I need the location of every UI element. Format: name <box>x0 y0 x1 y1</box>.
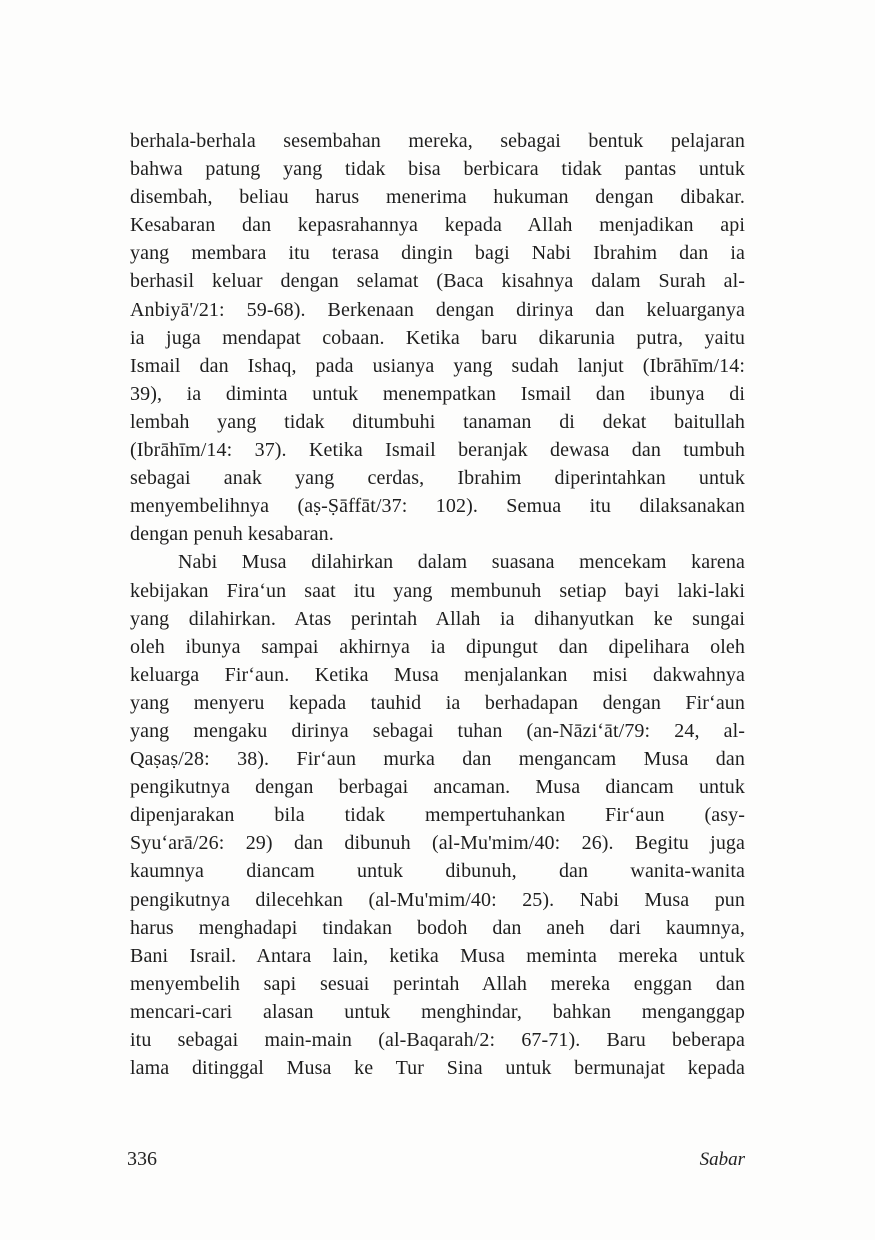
text-line: yang mengaku dirinya sebagai tuhan (an-Nāziʻāt/79: 24, al- <box>130 719 745 742</box>
text-line: Nabi Musa dilahirkan dalam suasana mencekam karena <box>178 551 745 574</box>
text-line: berhala-berhala sesembahan mereka, sebagai bentuk pelajaran <box>130 130 745 152</box>
text-line: disembah, beliau harus menerima hukuman dengan dibakar. <box>130 186 745 209</box>
text-line: yang dilahirkan. Atas perintah Allah ia dihanyutkan ke sungai <box>130 607 745 630</box>
page-number: 336 <box>127 1148 157 1170</box>
text-line: menyembelih sapi sesuai perintah Allah mereka enggan dan <box>130 972 745 995</box>
text-line: kebijakan Firaʻun saat itu yang membunuh setiap bayi laki-laki <box>130 579 745 602</box>
text-line: 39), ia diminta untuk menempatkan Ismail dan ibunya di <box>130 382 745 405</box>
text-line: Syuʻarā/26: 29) dan dibunuh (al-Mu'mim/40: 26). Begitu juga <box>130 832 745 855</box>
text-line: berhasil keluar dengan selamat (Baca kisahnya dalam Surah al- <box>130 270 745 293</box>
text-line: yang membara itu terasa dingin bagi Nabi Ibrahim dan ia <box>130 242 745 265</box>
text-line: Anbiyā'/21: 59-68). Berkenaan dengan dirinya dan keluarganya <box>130 298 745 321</box>
text-line: mencari-cari alasan untuk menghindar, bahkan menganggap <box>130 1000 745 1023</box>
text-line: yang menyeru kepada tauhid ia berhadapan dengan Firʻaun <box>130 691 745 714</box>
text-line: Kesabaran dan kepasrahannya kepada Allah menjadikan api <box>130 214 745 237</box>
text-line: Ismail dan Ishaq, pada usianya yang sudah lanjut (Ibrāhīm/14: <box>130 354 745 377</box>
running-title: Sabar <box>699 1149 745 1170</box>
text-line: (Ibrāhīm/14: 37). Ketika Ismail beranjak dewasa dan tumbuh <box>130 439 745 462</box>
text-line: harus menghadapi tindakan bodoh dan aneh dari kaumnya, <box>130 916 745 939</box>
text-line: Bani Israil. Antara lain, ketika Musa meminta mereka untuk <box>130 944 745 967</box>
text-line: dipenjarakan bila tidak mempertuhankan Firʻaun (asy- <box>130 804 745 827</box>
text-line: sebagai anak yang cerdas, Ibrahim diperintahkan untuk <box>130 467 745 490</box>
text-line: itu sebagai main-main (al-Baqarah/2: 67-71). Baru beberapa <box>130 1029 745 1051</box>
text-line: dengan penuh kesabaran. <box>130 523 334 546</box>
text-line: oleh ibunya sampai akhirnya ia dipungut dan dipelihara oleh <box>130 635 745 658</box>
page-footer <box>127 1148 745 1171</box>
text-line: pengikutnya dilecehkan (al-Mu'mim/40: 25). Nabi Musa pun <box>130 888 745 911</box>
text-line: bahwa patung yang tidak bisa berbicara tidak pantas untuk <box>130 158 745 181</box>
text-line: Qaṣaṣ/28: 38). Firʻaun murka dan mengancam Musa dan <box>130 748 745 771</box>
text-line: menyembelihnya (aṣ-Ṣāffāt/37: 102). Semua itu dilaksanakan <box>130 495 745 518</box>
text-line: ia juga mendapat cobaan. Ketika baru dikarunia putra, yaitu <box>130 326 745 349</box>
text-line: keluarga Firʻaun. Ketika Musa menjalankan misi dakwahnya <box>130 663 745 686</box>
text-line: kaumnya diancam untuk dibunuh, dan wanita-wanita <box>130 860 745 883</box>
body-text-block <box>130 127 745 1082</box>
text-line: pengikutnya dengan berbagai ancaman. Musa diancam untuk <box>130 776 745 799</box>
text-line: lama ditinggal Musa ke Tur Sina untuk bermunajat kepada <box>130 1057 745 1080</box>
text-line: lembah yang tidak ditumbuhi tanaman di dekat baitullah <box>130 410 745 433</box>
